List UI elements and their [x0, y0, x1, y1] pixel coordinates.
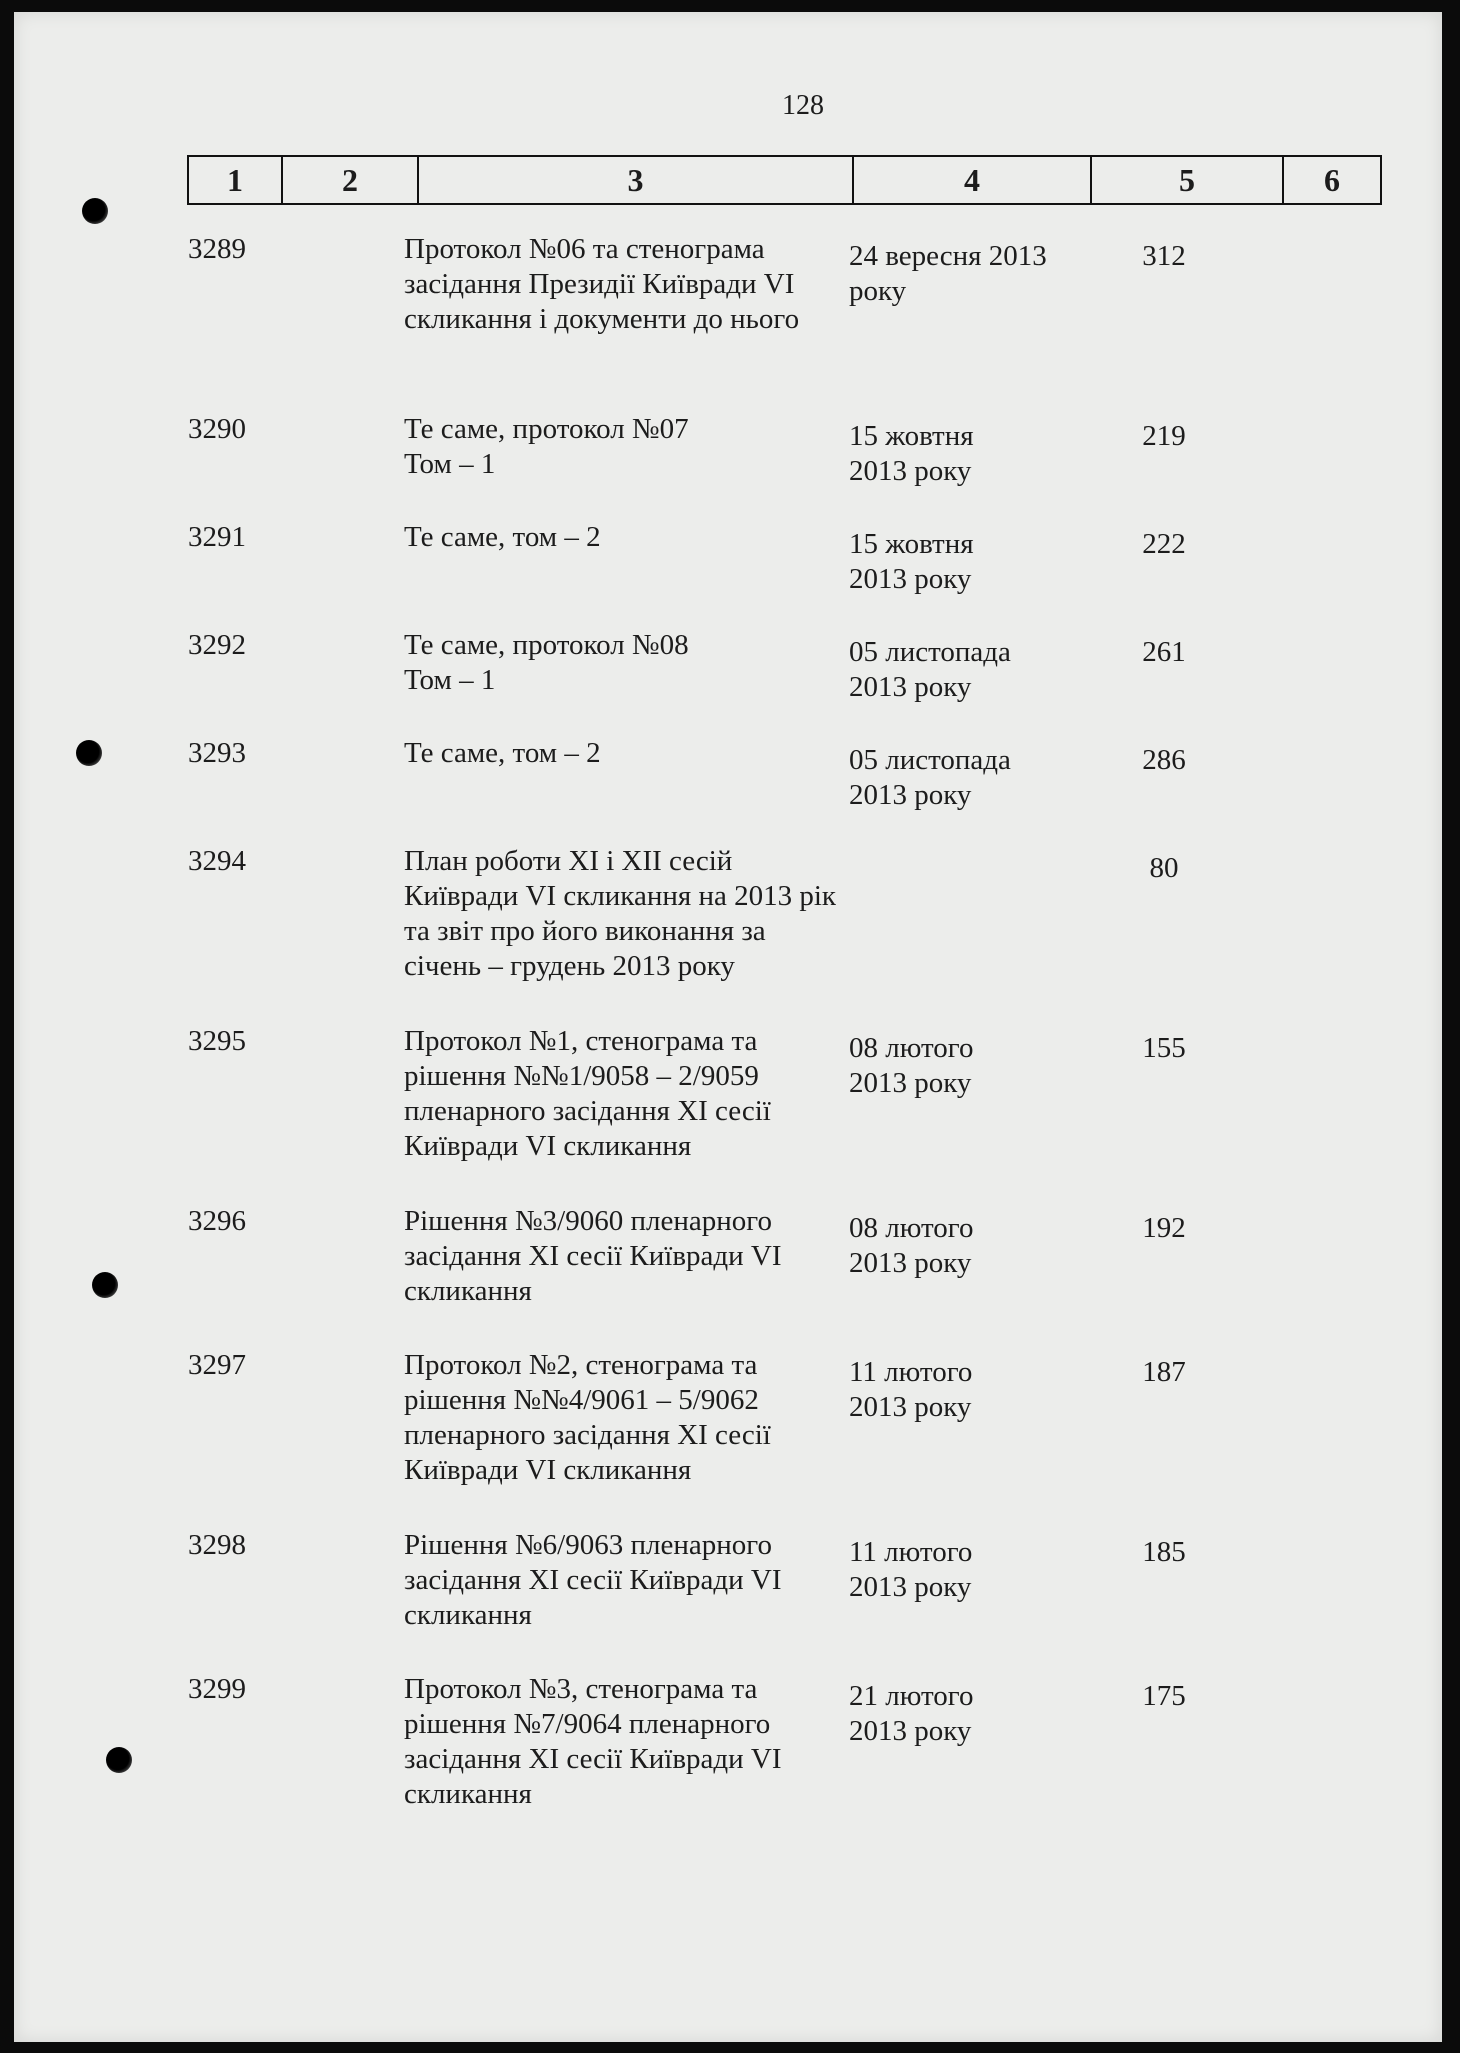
item-pages: 312 — [1142, 240, 1186, 272]
item-date: 11 лютого 2013 року — [849, 1356, 973, 1423]
punch-hole — [76, 740, 102, 766]
item-title: Протокол №2, стенограма та рішення №№4/9061 – 5/9062 пленарного засідання XI сесії Київради VI скликання — [404, 1349, 771, 1486]
item-title: Те саме, протокол №08 Том – 1 — [404, 629, 689, 696]
column-header-3: 3 — [419, 157, 854, 203]
item-number: 3296 — [188, 1205, 246, 1237]
item-title: Те саме, том – 2 — [404, 521, 601, 553]
column-header-1: 1 — [189, 157, 283, 203]
item-title: Рішення №6/9063 пленарного засідання XI сесії Київради VI скликання — [404, 1529, 782, 1631]
column-header-6: 6 — [1324, 161, 1340, 198]
item-title: Те саме, протокол №07 Том – 1 — [404, 413, 689, 480]
item-pages: 185 — [1142, 1536, 1186, 1568]
page-number: 128 — [782, 90, 824, 121]
item-title: Протокол №06 та стенограма засідання Президії Київради VI скликання і документи до нього — [404, 233, 800, 335]
item-pages: 192 — [1142, 1212, 1186, 1244]
item-number: 3291 — [188, 521, 246, 553]
item-title: Протокол №3, стенограма та рішення №7/9064 пленарного засідання XI сесії Київради VI скликання — [404, 1673, 782, 1810]
item-title: План роботи XI і XII сесій Київради VI скликання на 2013 рік та звіт про його виконання за січень – грудень 2013 року — [404, 845, 836, 982]
item-pages: 80 — [1149, 852, 1179, 884]
item-pages: 219 — [1142, 420, 1186, 452]
item-title: Те саме, том – 2 — [404, 737, 601, 769]
item-number: 3299 — [188, 1673, 246, 1705]
punch-hole — [82, 198, 108, 224]
item-date: 15 жовтня 2013 року — [849, 420, 974, 487]
item-number: 3297 — [188, 1349, 246, 1381]
item-number: 3289 — [188, 233, 246, 265]
item-pages: 261 — [1142, 636, 1186, 668]
item-pages: 222 — [1142, 528, 1186, 560]
item-pages: 286 — [1142, 744, 1186, 776]
item-date: 21 лютого 2013 року — [849, 1680, 974, 1747]
item-date: 05 листопада 2013 року — [849, 744, 1011, 811]
item-number: 3294 — [188, 845, 246, 877]
item-number: 3293 — [188, 737, 246, 769]
item-date: 24 вересня 2013 року — [849, 240, 1047, 307]
column-header-4: 4 — [854, 157, 1092, 203]
item-pages: 155 — [1142, 1032, 1186, 1064]
item-title: Протокол №1, стенограма та рішення №№1/9058 – 2/9059 пленарного засідання XI сесії Київради VI скликання — [404, 1025, 771, 1162]
item-pages: 187 — [1142, 1356, 1186, 1388]
item-date: 08 лютого 2013 року — [849, 1212, 974, 1279]
item-number: 3298 — [188, 1529, 246, 1561]
item-date: 15 жовтня 2013 року — [849, 528, 974, 595]
item-date: 08 лютого 2013 року — [849, 1032, 974, 1099]
item-number: 3295 — [188, 1025, 246, 1057]
item-number: 3290 — [188, 413, 246, 445]
item-date — [849, 844, 1069, 851]
column-header-5: 5 — [1092, 157, 1284, 203]
punch-hole — [92, 1272, 118, 1298]
item-title: Рішення №3/9060 пленарного засідання XI сесії Київради VI скликання — [404, 1205, 782, 1307]
item-date: 05 листопада 2013 року — [849, 636, 1011, 703]
item-date: 11 лютого 2013 року — [849, 1536, 973, 1603]
item-pages: 175 — [1142, 1680, 1186, 1712]
punch-hole — [106, 1747, 132, 1773]
inventory-list — [14, 12, 1442, 2042]
item-number: 3292 — [188, 629, 246, 661]
column-header-2: 2 — [283, 157, 419, 203]
document-page — [14, 12, 1442, 2042]
